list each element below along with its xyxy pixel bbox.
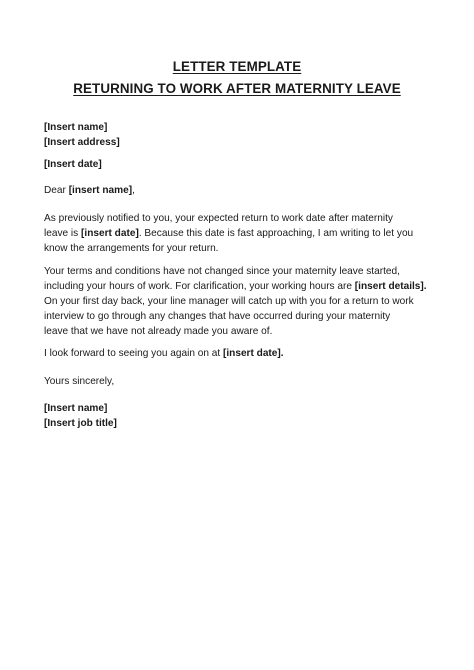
paragraph-1-line-1: As previously notified to you, your expected return to work date after maternity — [44, 213, 393, 224]
signature-job-title: [Insert job title] — [44, 418, 117, 429]
letter-date: [Insert date] — [44, 159, 102, 170]
paragraph-1 — [44, 211, 434, 256]
paragraph-3 — [44, 346, 434, 361]
paragraph-3-text: I look forward to seeing you again on at — [44, 348, 223, 359]
sender-address: [Insert address] — [44, 137, 120, 148]
paragraph-2 — [44, 264, 434, 339]
paragraph-1-line-3: know the arrangements for your return. — [44, 243, 219, 254]
signature-block — [44, 401, 434, 431]
title-line-1: LETTER TEMPLATE — [172, 59, 302, 74]
greeting-suffix: , — [132, 185, 135, 196]
paragraph-2-line-1: Your terms and conditions have not changed since your maternity leave started, — [44, 266, 400, 277]
greeting — [44, 183, 434, 198]
closing-text: Yours sincerely, — [44, 376, 115, 387]
meeting-date-placeholder: [insert date]. — [223, 348, 284, 359]
closing — [44, 374, 434, 389]
greeting-name: [insert name] — [68, 185, 133, 196]
title-line-2: RETURNING TO WORK AFTER MATERNITY LEAVE — [73, 81, 401, 96]
paragraph-2-line-5: leave that we have not already made you aware of. — [44, 326, 273, 337]
paragraph-2-line-4: interview to go through any changes that have occurred during your maternity — [44, 311, 391, 322]
sender-name: [Insert name] — [44, 122, 108, 133]
signature-name: [Insert name] — [44, 403, 108, 414]
return-date-placeholder: [insert date] — [81, 228, 139, 239]
working-hours-placeholder: [insert details]. — [354, 281, 427, 292]
paragraph-1-line-2: leave is [insert date]. Because this date is fast approaching, I am writing to let you — [44, 228, 414, 239]
greeting-prefix: Dear — [44, 185, 69, 196]
date-block — [44, 157, 434, 172]
paragraph-2-line-2: including your hours of work. For clarification, your working hours are [insert details]. — [44, 281, 427, 292]
sender-block — [44, 120, 434, 150]
paragraph-2-line-3: On your first day back, your line manager will catch up with you for a return to work — [44, 296, 414, 307]
